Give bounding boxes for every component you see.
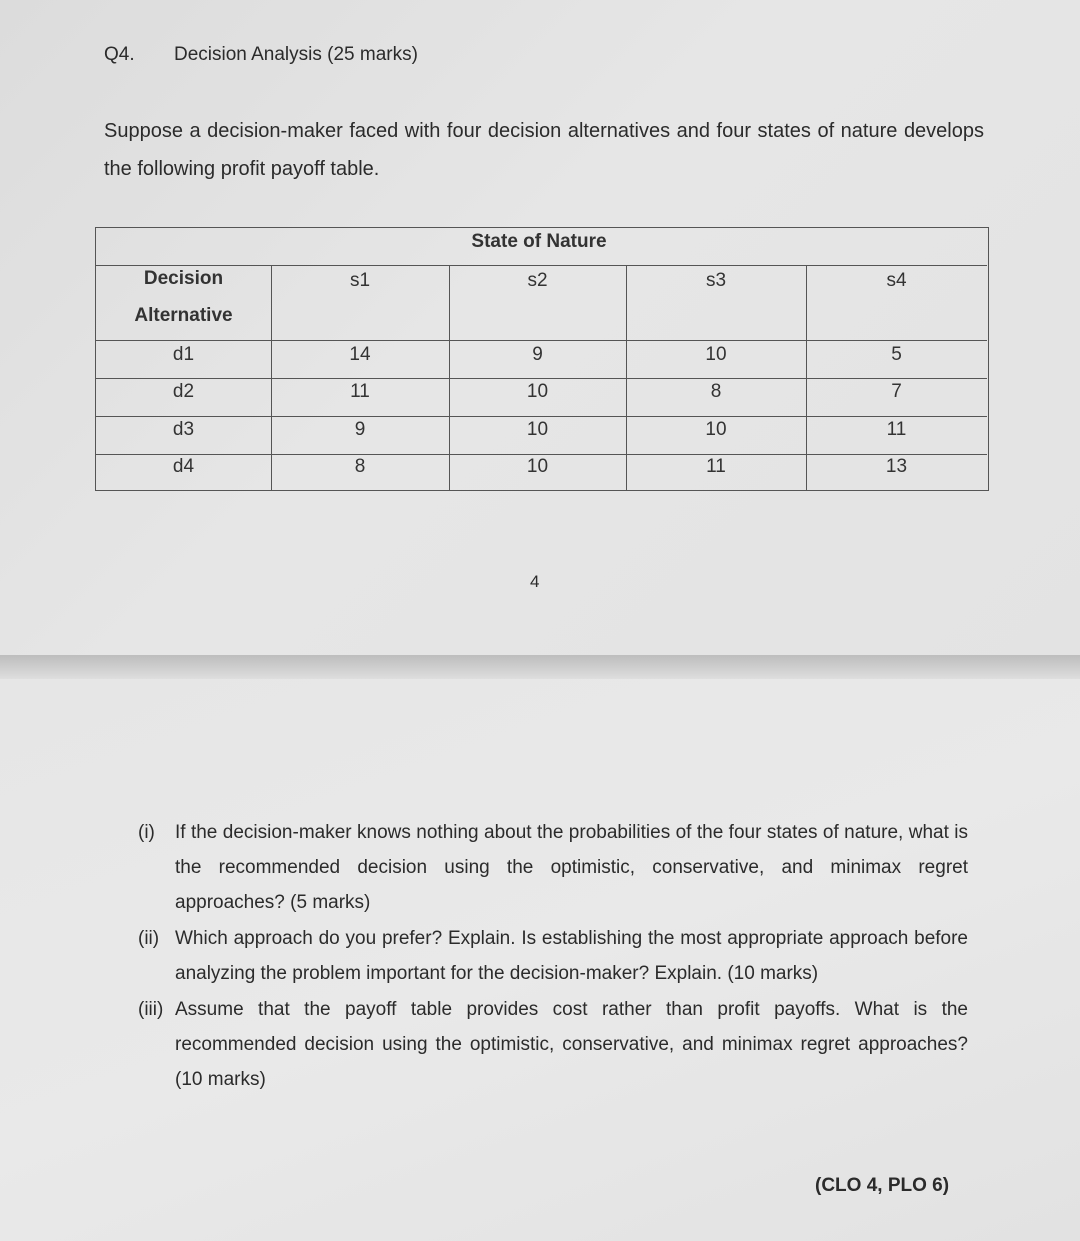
decision-header: Decision (143, 268, 224, 289)
table-cell: 8 (354, 456, 366, 477)
sub-question (138, 992, 968, 1097)
payoff-table (95, 227, 989, 491)
table-cell: 13 (885, 456, 908, 477)
column-header-s4: s4 (886, 270, 907, 291)
row-label-d3: d3 (172, 419, 195, 440)
table-rule (96, 454, 987, 455)
intro-paragraph: Suppose a decision-maker faced with four decision alternatives and four states of nature develops the following profit payoff table. (104, 120, 984, 180)
table-cell: 11 (886, 419, 907, 440)
column-header-s2: s2 (527, 270, 548, 291)
table-cell: 7 (891, 381, 902, 402)
question-number: Q4. (104, 44, 135, 65)
table-rule (96, 378, 987, 379)
table-cell: 5 (891, 344, 902, 365)
table-cell: 10 (705, 344, 727, 365)
sub-questions (138, 815, 968, 1098)
row-label-d1: d1 (172, 344, 195, 365)
table-cell: 11 (350, 381, 370, 402)
column-header-s3: s3 (705, 270, 727, 291)
table-cell: 10 (526, 456, 549, 477)
table-cell: 9 (354, 419, 366, 440)
table-rule (96, 340, 987, 341)
table-cell: 10 (526, 419, 549, 440)
table-rule (96, 416, 987, 417)
sub-question-marker: (iii) (138, 999, 164, 1020)
table-cell: 8 (710, 381, 722, 402)
clo-plo-reference: (CLO 4, PLO 6) (815, 1175, 950, 1196)
table-cell: 11 (706, 456, 726, 477)
sub-question-marker: (ii) (138, 928, 160, 949)
table-cell: 10 (526, 381, 549, 402)
table-rule (96, 265, 987, 266)
sub-question (138, 921, 968, 991)
table-cell: 9 (532, 344, 543, 365)
row-label-d2: d2 (172, 381, 195, 402)
row-label-d4: d4 (172, 456, 195, 477)
state-of-nature-header: State of Nature (471, 231, 607, 252)
alternative-header: Alternative (134, 305, 233, 326)
table-cell: 10 (705, 419, 727, 440)
sub-question-text: Assume that the payoff table provides cost rather than profit payoffs. What is the recommended decision using the optimistic, conservative, and minimax regret approaches? (10 marks) (175, 999, 968, 1090)
sub-question-marker: (i) (138, 822, 155, 843)
page-break (0, 655, 1080, 679)
question-title: Decision Analysis (25 marks) (174, 44, 418, 65)
table-cell: 14 (349, 344, 371, 365)
sub-question-text: If the decision-maker knows nothing about the probabilities of the four states of nature, what is the recommended decision using the optimistic, conservative, and minimax regret approaches? (5 marks) (175, 822, 968, 913)
sub-question (138, 815, 968, 920)
page-number: 4 (530, 572, 540, 591)
sub-question-text: Which approach do you prefer? Explain. Is establishing the most appropriate approach before analyzing the problem important for the decision-maker? Explain. (10 marks) (175, 928, 968, 984)
column-header-s1: s1 (349, 270, 371, 291)
